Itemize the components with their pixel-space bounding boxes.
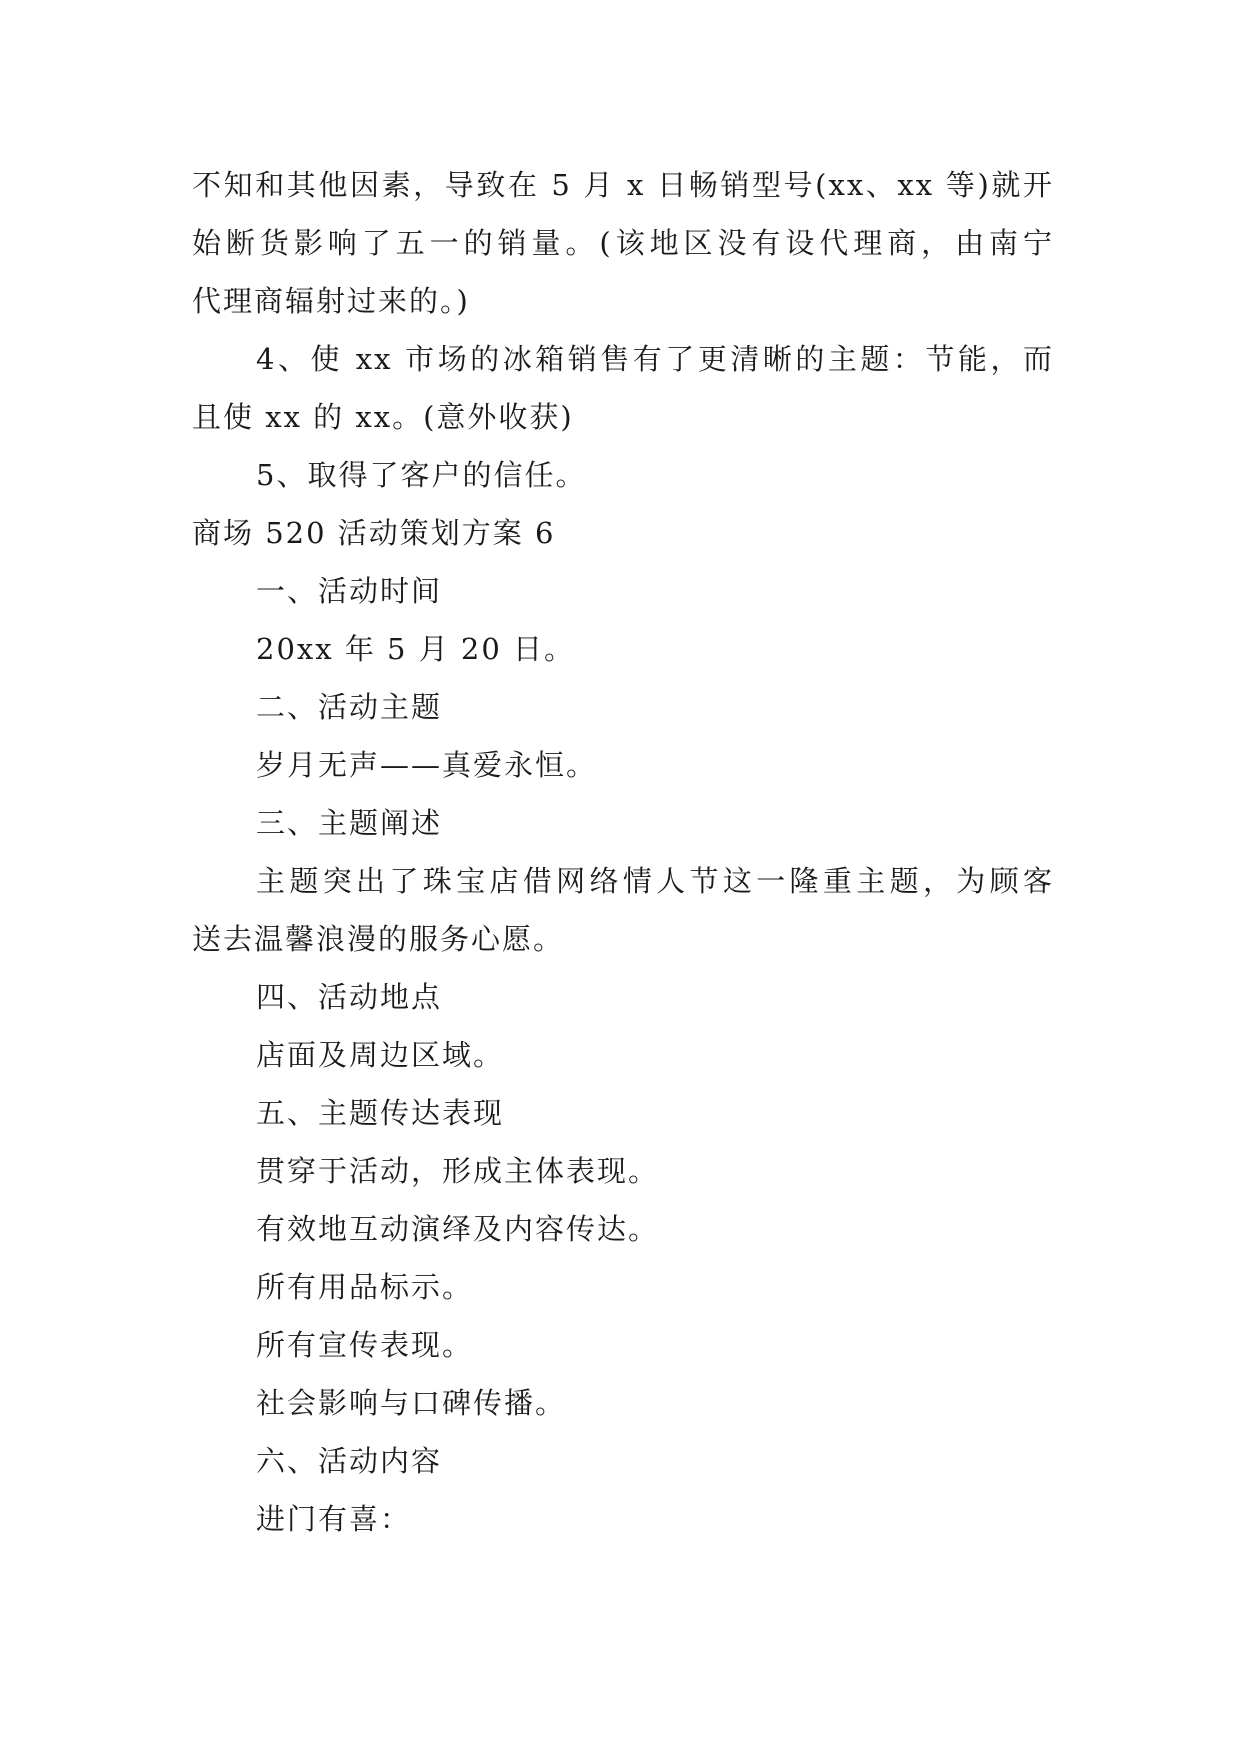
paragraph-line: 主题突出了珠宝店借网络情人节这一隆重主题，为顾客 bbox=[256, 864, 1054, 898]
paragraph-line: 社会影响与口碑传播。 bbox=[256, 1386, 567, 1420]
paragraph-line: 不知和其他因素，导致在 5 月 x 日畅销型号(xx、xx 等)就开 bbox=[192, 168, 1054, 202]
paragraph-line: 4、使 xx 市场的冰箱销售有了更清晰的主题：节能，而 bbox=[256, 342, 1054, 376]
paragraph-line: 送去温馨浪漫的服务心愿。 bbox=[192, 922, 565, 956]
paragraph-line: 店面及周边区域。 bbox=[256, 1038, 505, 1072]
paragraph-line: 始断货影响了五一的销量。(该地区没有设代理商，由南宁 bbox=[192, 226, 1054, 260]
section-heading: 一、活动时间 bbox=[256, 574, 443, 608]
section-heading: 四、活动地点 bbox=[256, 980, 443, 1014]
paragraph-line: 所有用品标示。 bbox=[256, 1270, 474, 1304]
paragraph-line: 有效地互动演绎及内容传达。 bbox=[256, 1212, 660, 1246]
section-heading: 六、活动内容 bbox=[256, 1444, 443, 1478]
section-heading: 五、主题传达表现 bbox=[256, 1096, 505, 1130]
paragraph-line: 且使 xx 的 xx。(意外收获) bbox=[192, 400, 574, 434]
paragraph-line: 20xx 年 5 月 20 日。 bbox=[256, 632, 576, 666]
section-heading: 三、主题阐述 bbox=[256, 806, 443, 840]
paragraph-line: 所有宣传表现。 bbox=[256, 1328, 474, 1362]
section-title: 商场 520 活动策划方案 6 bbox=[192, 516, 556, 550]
section-heading: 二、活动主题 bbox=[256, 690, 443, 724]
paragraph-line: 5、取得了客户的信任。 bbox=[256, 458, 587, 492]
paragraph-line: 进门有喜： bbox=[256, 1502, 412, 1536]
paragraph-line: 代理商辐射过来的。) bbox=[192, 284, 470, 318]
paragraph-line: 贯穿于活动，形成主体表现。 bbox=[256, 1154, 660, 1188]
paragraph-line: 岁月无声——真爱永恒。 bbox=[256, 748, 598, 782]
document-body bbox=[192, 156, 1054, 1548]
